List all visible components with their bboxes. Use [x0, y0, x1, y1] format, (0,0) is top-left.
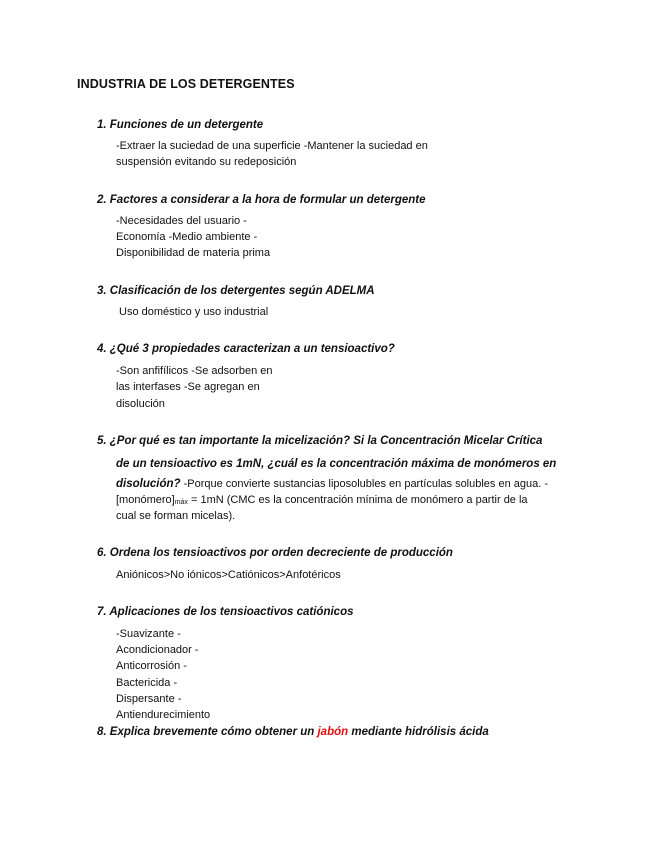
question-6: 6. Ordena los tensioactivos por orden decreciente de producción	[97, 547, 453, 559]
question-1: 1. Funciones de un detergente	[97, 119, 264, 131]
question-2: 2. Factores a considerar a la hora de formular un detergente	[97, 194, 426, 206]
question-3: 3. Clasificación de los detergentes según ADELMA	[97, 285, 375, 297]
answer-7-line-6: Antiendurecimiento	[116, 709, 211, 721]
question-5-line-1: 5. ¿Por qué es tan importante la micelización? Si la Concentración Micelar Crítica	[97, 435, 543, 447]
question-8-part-1: 8. Explica brevemente cómo obtener un	[97, 726, 318, 738]
answer-5-part-2b: = 1mN (CMC es la concentración mínima de monómero a partir de la	[187, 494, 528, 506]
answer-4-line-2: las interfases -Se agregan en	[116, 381, 260, 393]
answer-5-line-3: cual se forman micelas).	[116, 510, 236, 522]
document-title: INDUSTRIA DE LOS DETERGENTES	[77, 77, 295, 91]
answer-7-line-3: Anticorrosión -	[116, 660, 187, 672]
question-8	[97, 726, 489, 738]
answer-3-line-1: Uso doméstico y uso industrial	[119, 306, 269, 318]
question-5-line-3: disolución?	[116, 478, 181, 490]
answer-4-line-3: disolución	[116, 398, 165, 410]
answer-7-line-5: Dispersante -	[116, 693, 182, 705]
question-7: 7. Aplicaciones de los tensioactivos catiónicos	[97, 606, 354, 618]
answer-2-line-1: -Necesidades del usuario -	[116, 215, 247, 227]
answer-7-line-2: Acondicionador -	[116, 644, 199, 656]
answer-1-line-1: -Extraer la suciedad de una superficie -Mantener la suciedad en	[116, 140, 428, 152]
answer-2-line-3: Disponibilidad de materia prima	[116, 247, 271, 259]
answer-5-subscript: máx	[174, 499, 188, 506]
answer-2-line-2: Economía -Medio ambiente -	[116, 231, 258, 243]
question-8-part-2: mediante hidrólisis ácida	[348, 726, 489, 738]
answer-5-part-1: -Porque convierte sustancias liposolubles en partículas solubles en agua. -	[180, 478, 549, 490]
question-5-line-2: de un tensioactivo es 1mN, ¿cuál es la concentración máxima de monómeros en	[116, 458, 557, 470]
answer-7-line-1: -Suavizante -	[116, 628, 181, 640]
answer-5-line-1	[116, 476, 548, 493]
question-4: 4. ¿Qué 3 propiedades caracterizan a un tensioactivo?	[97, 343, 395, 355]
answer-5-part-2a: [monómero]	[116, 494, 175, 506]
answer-1-line-2: suspensión evitando su redeposición	[116, 156, 297, 168]
question-8-highlight: jabón	[317, 726, 349, 738]
answer-6-line-1: Aniónicos>No iónicos>Catiónicos>Anfotéricos	[116, 569, 341, 581]
answer-7-line-4: Bactericida -	[116, 677, 178, 689]
answer-4-line-1: -Son anfifílicos -Se adsorben en	[116, 365, 273, 377]
